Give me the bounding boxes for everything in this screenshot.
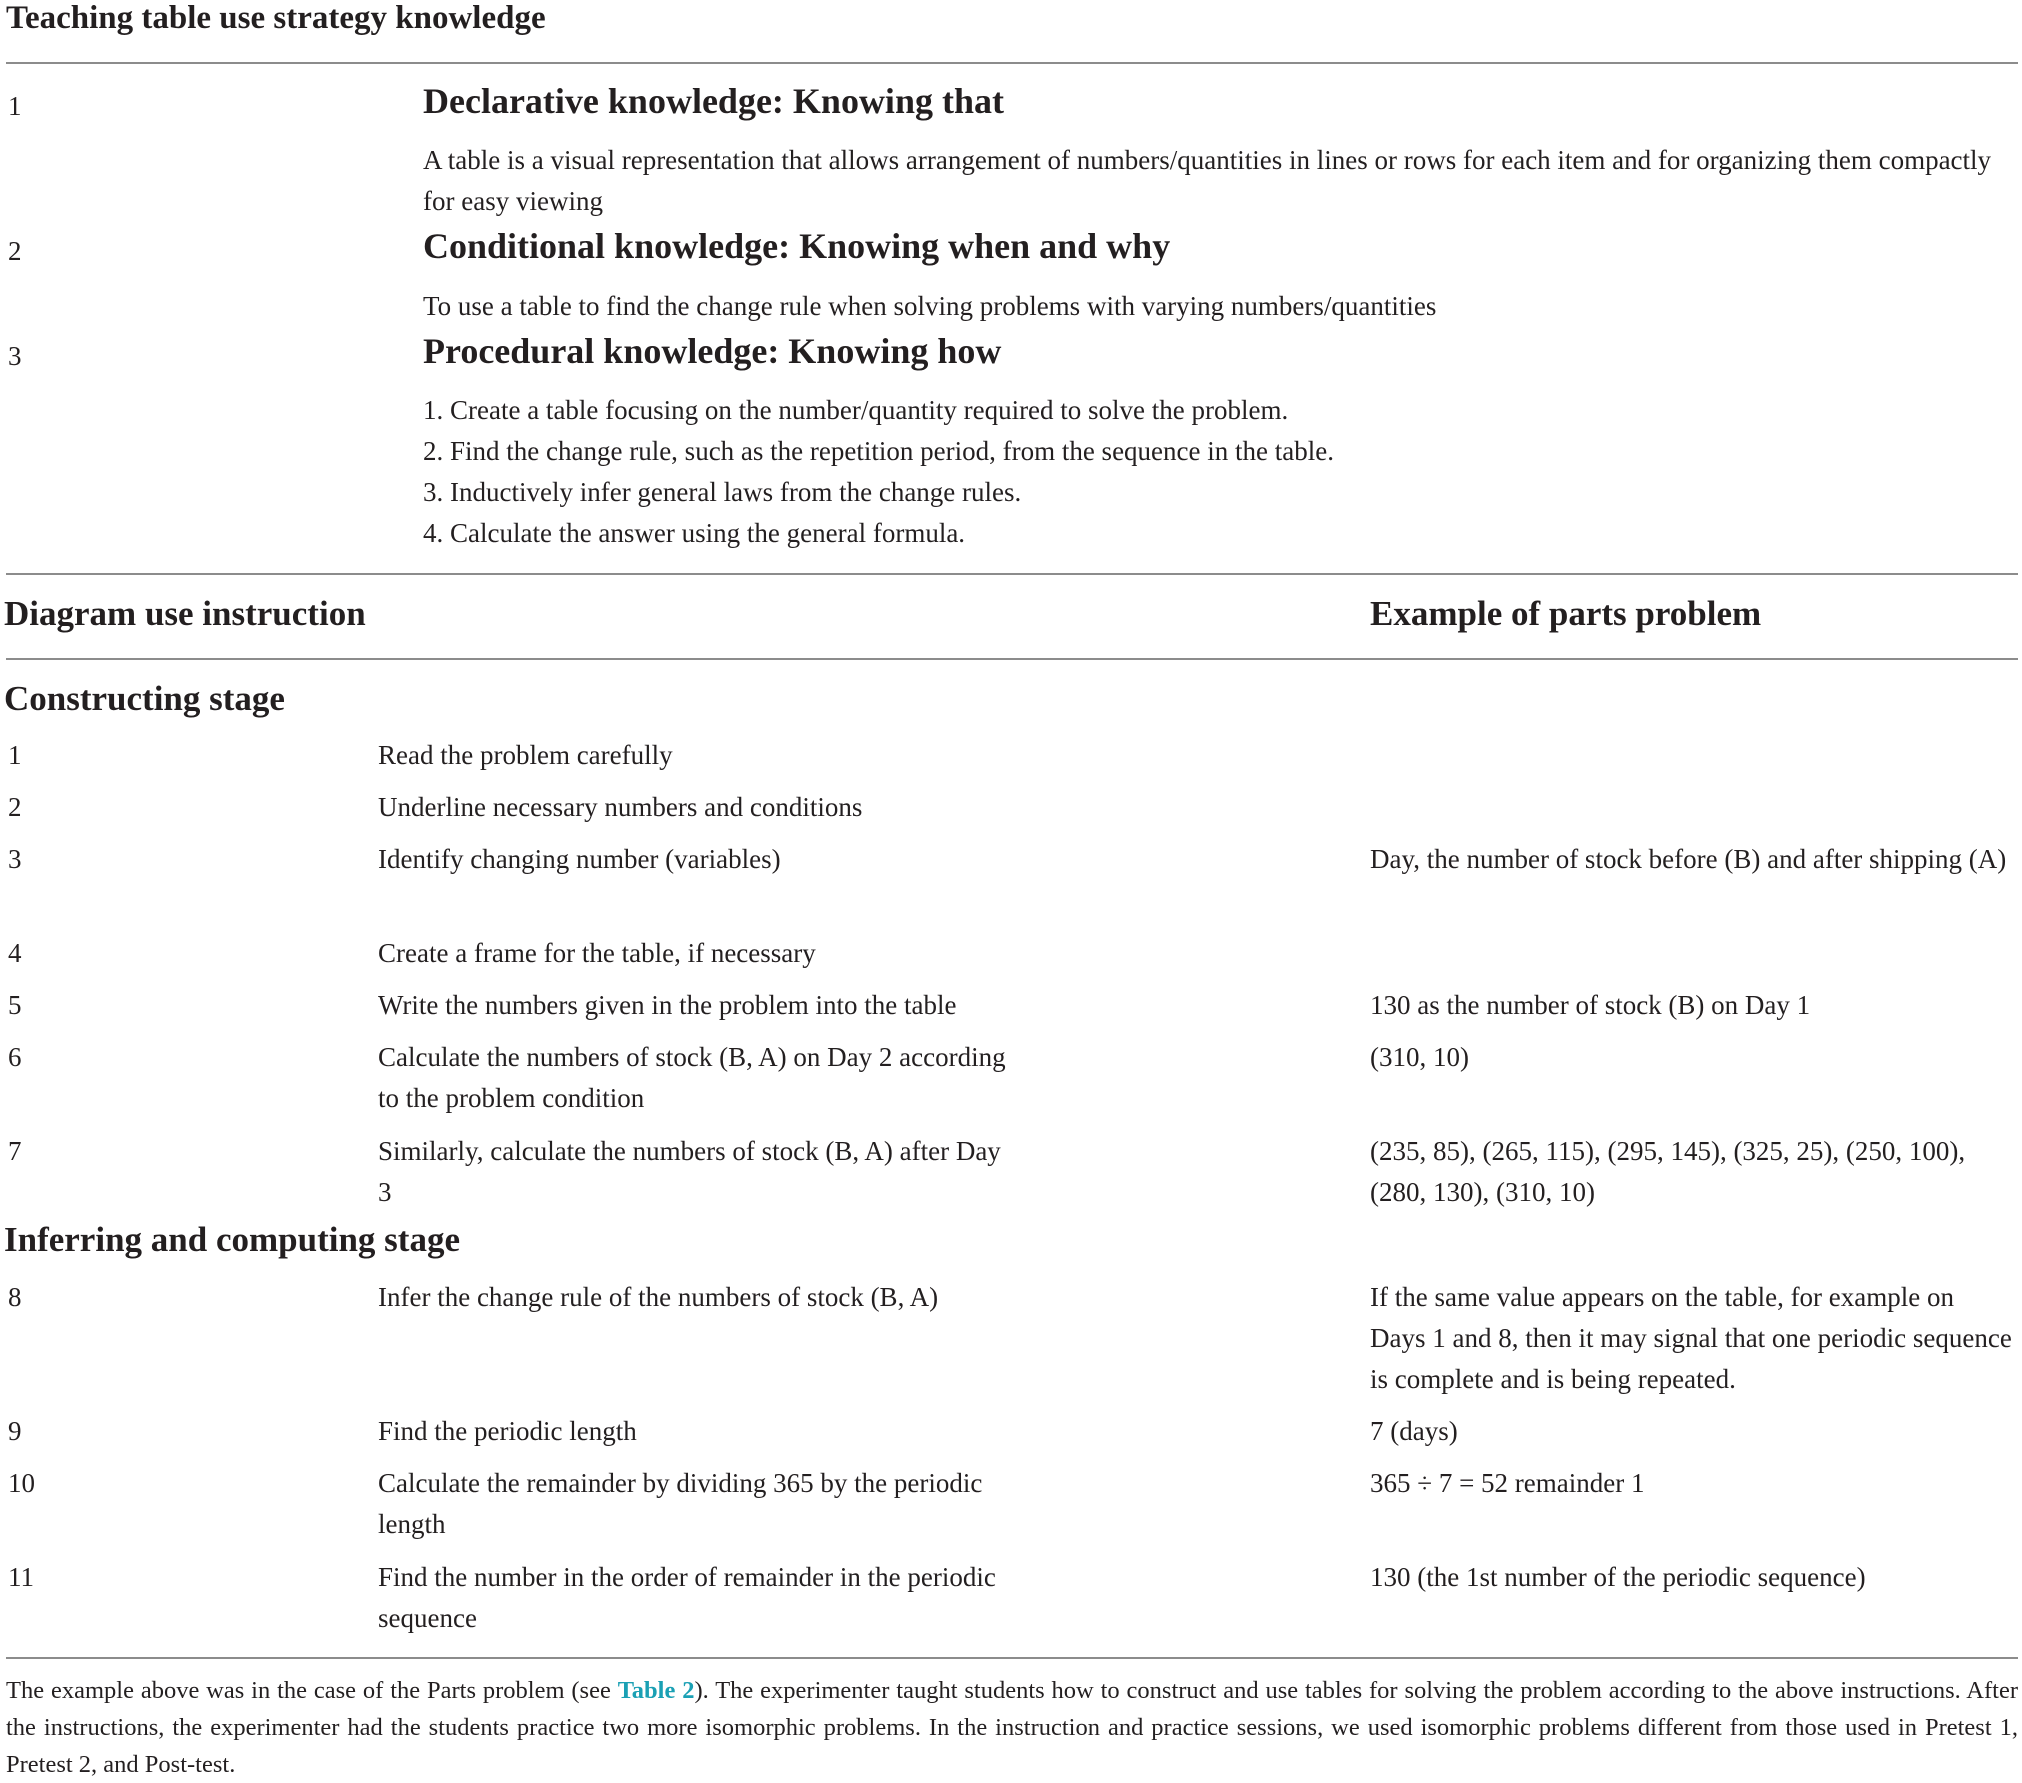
- divider: [6, 1657, 2018, 1659]
- section-heading: Conditional knowledge: Knowing when and why: [423, 226, 1171, 266]
- instruction-cell: Write the numbers given in the problem into the table: [378, 990, 957, 1020]
- row-number: 6: [8, 1042, 22, 1072]
- column-header-instruction: Diagram use instruction: [4, 594, 366, 633]
- row-number: 3: [8, 844, 22, 874]
- row-number: 3: [8, 341, 22, 371]
- table-title: Teaching table use strategy knowledge: [6, 0, 546, 36]
- instruction-cell: Calculate the numbers of stock (B, A) on Day 2 according to the problem condition: [378, 1042, 1006, 1113]
- procedure-step: 4. Calculate the answer using the general formula.: [423, 518, 966, 548]
- example-cell: If the same value appears on the table, for example on Days 1 and 8, then it may signal that one periodic sequence is complete and is being repeated.: [1370, 1282, 2012, 1394]
- example-cell: 130 as the number of stock (B) on Day 1: [1370, 990, 1811, 1020]
- footnote-text: ). The experimenter taught students how to construct and use tables for solving the problem according to the above instructions. After the instructions, the experimenter had the students practice two more isomorphic problems. In the instruction and practice sessions, we used isomorphic problems different from those used in Pretest 1, Pretest 2, and Post-test.: [6, 1677, 2018, 1778]
- procedure-step: 2. Find the change rule, such as the repetition period, from the sequence in the table.: [423, 436, 1334, 466]
- instruction-cell: Calculate the remainder by dividing 365 by the periodic length: [378, 1468, 983, 1539]
- instruction-cell: Find the periodic length: [378, 1416, 637, 1446]
- row-number: 2: [8, 236, 22, 266]
- row-number: 8: [8, 1282, 22, 1312]
- section-text: A table is a visual representation that allows arrangement of numbers/quantities in lines or rows for each item and for organizing them compactly for easy viewing: [423, 145, 1992, 216]
- row-number: 1: [8, 740, 22, 770]
- divider: [6, 62, 2018, 64]
- instruction-cell: Read the problem carefully: [378, 740, 673, 770]
- row-number: 5: [8, 990, 22, 1020]
- example-cell: (310, 10): [1370, 1042, 1469, 1072]
- instruction-cell: Similarly, calculate the numbers of stock (B, A) after Day 3: [378, 1136, 1001, 1207]
- instruction-cell: Identify changing number (variables): [378, 844, 781, 874]
- stage-heading: Constructing stage: [4, 679, 285, 718]
- column-header-example: Example of parts problem: [1370, 594, 1762, 633]
- table-footnote: [6, 1672, 2018, 1783]
- example-cell: (235, 85), (265, 115), (295, 145), (325, 25), (250, 100), (280, 130), (310, 10): [1370, 1136, 1966, 1207]
- divider: [6, 573, 2018, 575]
- stage-heading: Inferring and computing stage: [4, 1220, 460, 1259]
- footnote-text: The example above was in the case of the Parts problem (see: [6, 1677, 618, 1704]
- table-2-link[interactable]: Table 2: [617, 1677, 695, 1704]
- row-number: 4: [8, 938, 22, 968]
- row-number: 9: [8, 1416, 22, 1446]
- instruction-cell: Underline necessary numbers and conditions: [378, 792, 863, 822]
- row-number: 1: [8, 91, 22, 121]
- example-cell: 7 (days): [1370, 1416, 1458, 1446]
- section-heading: Declarative knowledge: Knowing that: [423, 81, 1004, 121]
- divider: [6, 658, 2018, 660]
- row-number: 11: [8, 1562, 34, 1592]
- instruction-cell: Create a frame for the table, if necessary: [378, 938, 816, 968]
- procedure-step: 3. Inductively infer general laws from the change rules.: [423, 477, 1022, 507]
- procedure-step: 1. Create a table focusing on the number/quantity required to solve the problem.: [423, 395, 1289, 425]
- instruction-cell: Infer the change rule of the numbers of stock (B, A): [378, 1282, 939, 1312]
- row-number: 7: [8, 1136, 22, 1166]
- row-number: 10: [8, 1468, 35, 1498]
- row-number: 2: [8, 792, 22, 822]
- example-cell: Day, the number of stock before (B) and after shipping (A): [1370, 844, 2007, 874]
- instruction-cell: Find the number in the order of remainder in the periodic sequence: [378, 1562, 996, 1633]
- example-cell: 365 ÷ 7 = 52 remainder 1: [1370, 1468, 1645, 1498]
- section-heading: Procedural knowledge: Knowing how: [423, 331, 1002, 371]
- section-text: To use a table to find the change rule when solving problems with varying numbers/quantities: [423, 291, 1437, 321]
- example-cell: 130 (the 1st number of the periodic sequence): [1370, 1562, 1866, 1592]
